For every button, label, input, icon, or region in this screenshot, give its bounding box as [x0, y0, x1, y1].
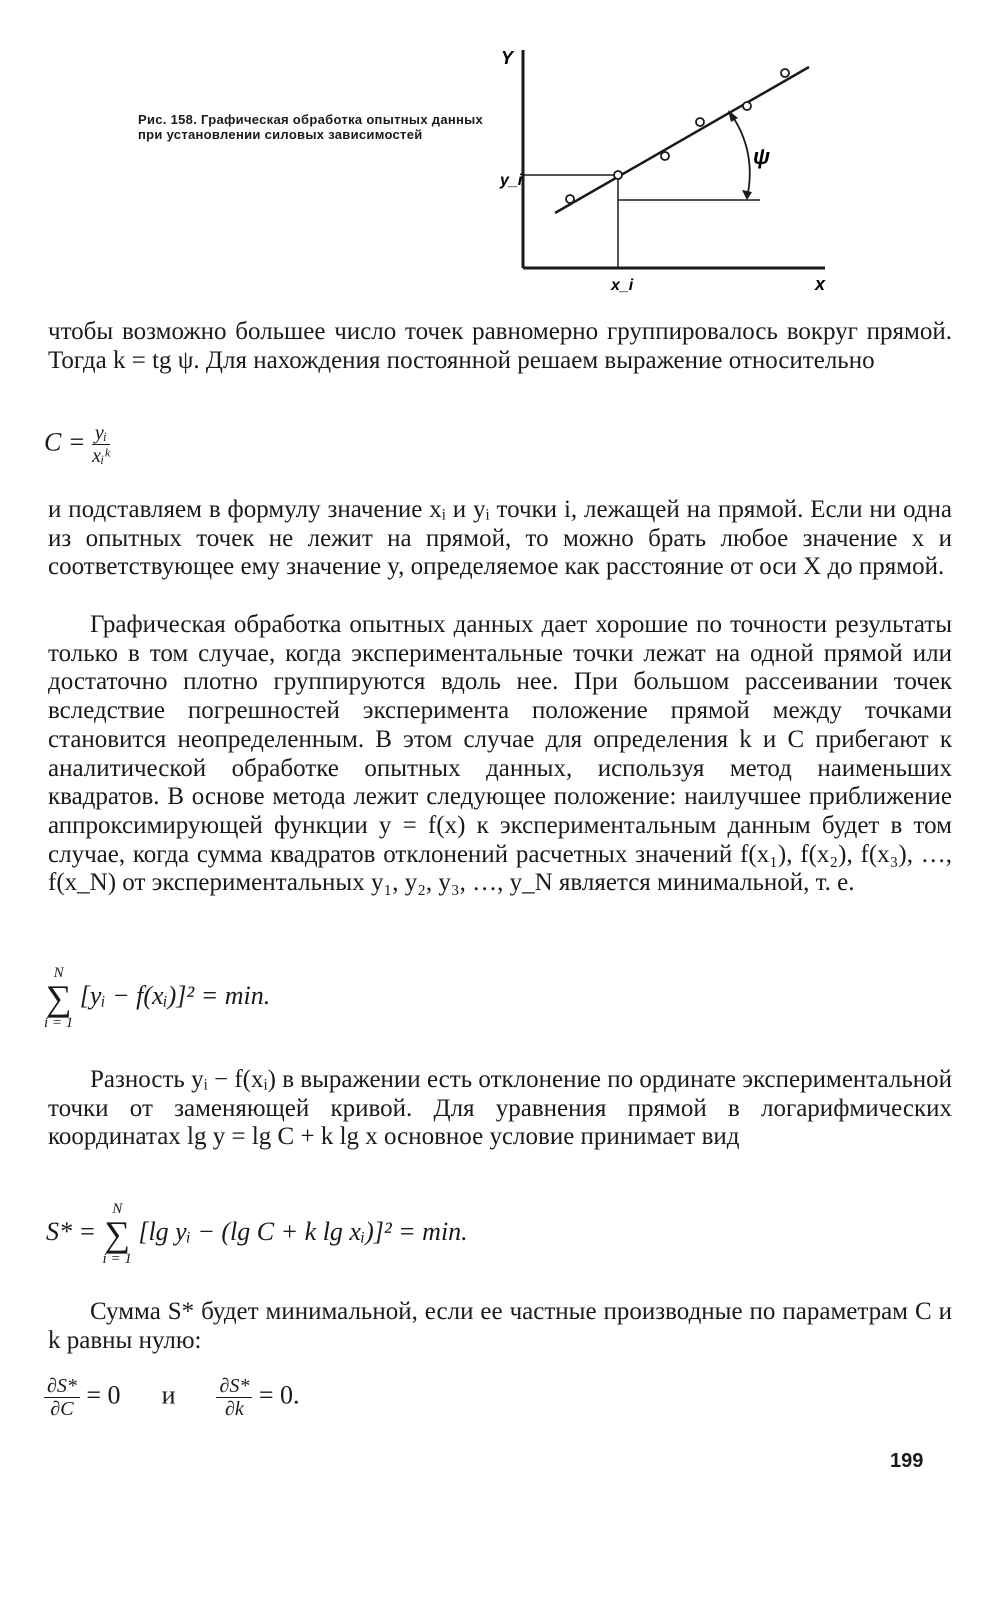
page-number: 199 [890, 1450, 924, 1472]
fit-line [555, 67, 809, 213]
data-point [781, 69, 789, 77]
paragraph-1: чтобы возможно большее число точек равномерно группировалось вокруг прямой. Тогда k = tg ψ. Для нахождения постоянной решаем выражение относительно [48, 318, 952, 374]
formula-derivatives: $\frac{\partial S*}{\partial C}$ = 0 и $\frac{\partial S*}{\partial k}$ = 0. [44, 1375, 300, 1420]
yi-label: y_i [500, 172, 523, 189]
formula-C: C = $\frac{\text{yᵢ}}{\text{xᵢᵏ}}$ [44, 422, 110, 467]
paragraph-5: Сумма S* будет минимальной, если ее частные производные по параметрам C и k равны нулю: [48, 1298, 952, 1354]
data-point [614, 171, 622, 179]
angle-arrow-bottom [742, 190, 752, 200]
paragraph-3: Графическая обработка опытных данных дает хорошие по точности результаты только в том случае, когда экспериментальные точки лежат на одной прямой или достаточно плотно группируются вдоль нее. При большом рассеивании точек вследствие погрешностей эксперимента положение прямой между точками становится неопределенным. В этом случае для определения k и C прибегают к аналитической обработке опытных данных, используя метод наименьших квадратов. В основе метода лежит следующее положение: наилучшее приближение аппроксимирующей функции y = f(x) к экспериментальным данным будет в том случае, когда сумма квадратов отклонений расчетных значений f(x₁), f(x₂), f(x₃), …, f(x_N) от экспериментальных y₁, y₂, y₃, …, y_N является минимальной, т. е. [48, 611, 952, 897]
data-point [743, 102, 751, 110]
formula-sum-2: S* = N ∑ i = 1 [lg yᵢ − (lg C + k lg xᵢ)]² = min. [46, 1201, 468, 1267]
paragraph-4: Разность yᵢ − f(xᵢ) в выражении есть отклонение по ординате экспериментальной точки от заменяющей кривой. Для уравнения прямой в логарифмических координатах lg y = lg C + k lg x основное условие принимает вид [48, 1066, 952, 1151]
x-axis-label: x [815, 274, 826, 294]
data-point [661, 152, 669, 160]
xi-label: x_i [611, 277, 634, 294]
figure-158 [495, 40, 835, 300]
angle-arc [731, 114, 750, 198]
data-point [566, 195, 574, 203]
data-point [696, 118, 704, 126]
figure-caption: Рис. 158. Графическая обработка опытных данных при установлении силовых зависимостей [138, 112, 484, 142]
angle-label: ψ [753, 144, 771, 169]
formula-sum-1: N ∑ i = 1 [yᵢ − f(xᵢ)]² = min. [44, 965, 271, 1031]
paragraph-2: и подставляем в формулу значение xᵢ и yᵢ точки i, лежащей на прямой. Если ни одна из опытных точек не лежит на прямой, то можно брать любое значение x и соответствующее ему значение y, определяемое как расстояние от оси X до прямой. [48, 496, 952, 581]
y-axis-label: Y [501, 48, 514, 68]
